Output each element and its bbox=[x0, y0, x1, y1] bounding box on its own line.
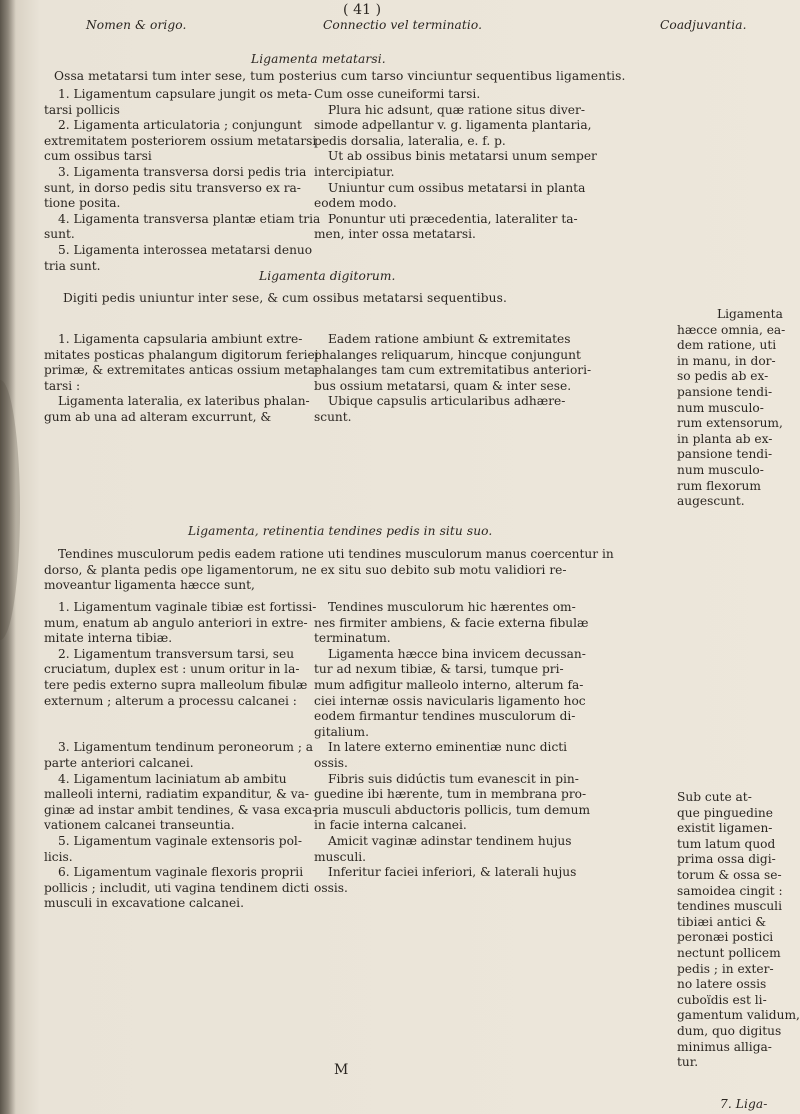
sec1-right-column bbox=[314, 87, 614, 243]
section-intro-digitorum: Digiti pedis uniuntur inter sese, & cum ossibus metatarsi sequentibus. bbox=[63, 291, 507, 305]
text-line: peronæi postici bbox=[677, 930, 774, 945]
sec2-margin-note bbox=[677, 307, 789, 510]
text-line: musculi. bbox=[314, 849, 367, 864]
text-line: existit ligamen- bbox=[677, 821, 773, 836]
sec1-left-column bbox=[44, 87, 321, 274]
text-line: hæcce omnia, ea- bbox=[677, 322, 786, 337]
text-line: sunt. bbox=[44, 227, 75, 242]
text-line: terminatum. bbox=[314, 631, 391, 646]
text-line: sunt, in dorso pedis situ transverso ex ra- bbox=[44, 180, 301, 195]
text-line: vationem calcanei transeuntia. bbox=[44, 818, 235, 833]
text-line: nectunt pollicem bbox=[677, 945, 781, 960]
text-line: 3. Ligamentum tendinum peroneorum ; a bbox=[58, 740, 314, 755]
text-line: pansione tendi- bbox=[677, 384, 773, 399]
text-line: intercipiatur. bbox=[314, 164, 395, 179]
section-title-metatarsi: Ligamenta metatarsi. bbox=[251, 52, 386, 66]
text-line: Inferitur faciei inferiori, & laterali hujus bbox=[328, 865, 577, 880]
text-line: pollicis ; includit, uti vagina tendinem dicti bbox=[44, 880, 310, 895]
text-line: Ligamenta lateralia, ex lateribus phalan- bbox=[58, 394, 310, 409]
catchword: 7. Liga- bbox=[720, 1097, 768, 1111]
text-line: dum, quo digitus bbox=[677, 1023, 782, 1038]
text-line: primæ, & extremitates anticas ossium meta- bbox=[44, 363, 320, 378]
text-line: bus ossium metatarsi, quam & inter sese. bbox=[314, 378, 572, 393]
text-line: ciei internæ ossis navicularis ligamento hoc bbox=[314, 693, 586, 708]
text-line: num musculo- bbox=[677, 400, 764, 415]
text-line: mitates posticas phalangum digitorum feriei bbox=[44, 347, 319, 362]
text-line: mitate interna tibiæ. bbox=[44, 631, 173, 646]
text-line: malleoli interni, radiatim expanditur, & va- bbox=[44, 787, 309, 802]
page-edge-shadow bbox=[0, 380, 20, 640]
header-nomen-origo: Nomen & origo. bbox=[86, 18, 187, 32]
text-line: guedine ibi hærente, tum in membrana pro- bbox=[314, 787, 587, 802]
text-line: musculi in excavatione calcanei. bbox=[44, 896, 244, 911]
text-line: minimus alliga- bbox=[677, 1039, 772, 1054]
text-line: tum latum quod bbox=[677, 836, 776, 851]
text-line: cuboïdis est li- bbox=[677, 992, 767, 1007]
text-line: pedis ; in exter- bbox=[677, 961, 774, 976]
text-line: Ligamenta bbox=[717, 307, 783, 321]
text-line: Uniuntur cum ossibus metatarsi in planta bbox=[328, 180, 586, 195]
text-line: gamentum validum, bbox=[677, 1008, 800, 1023]
text-line bbox=[44, 725, 314, 741]
text-line: pria musculi abductoris pollicis, tum demum bbox=[314, 802, 591, 817]
text-line: 1. Ligamenta capsularia ambiunt extre- bbox=[58, 332, 303, 346]
text-line: 2. Ligamentum transversum tarsi, seu bbox=[58, 646, 295, 661]
text-line: Ligamenta hæcce bina invicem decussan- bbox=[328, 646, 586, 661]
text-line: ossis. bbox=[314, 880, 348, 895]
text-line: 4. Ligamenta transversa plantæ etiam tria bbox=[58, 211, 321, 226]
text-line: num musculo- bbox=[677, 462, 764, 477]
section-intro-metatarsi: Ossa metatarsi tum inter sese, tum posterius cum tarso vinciuntur sequentibus ligamentis. bbox=[54, 69, 626, 83]
text-line: ossis. bbox=[314, 755, 348, 770]
text-line: tur ad nexum tibiæ, & tarsi, tumque pri- bbox=[314, 662, 564, 677]
text-line: nes firmiter ambiens, & facie externa fibulæ bbox=[314, 615, 589, 630]
text-line: prima ossa digi- bbox=[677, 852, 776, 867]
text-line: samoidea cingit : bbox=[677, 883, 783, 898]
text-line: mum, enatum ab angulo anteriori in extre- bbox=[44, 615, 308, 630]
text-line: no latere ossis bbox=[677, 977, 767, 992]
sec3-intro bbox=[44, 547, 674, 594]
text-line: gum ab una ad alteram excurrunt, & bbox=[44, 409, 272, 424]
sec2-right-column bbox=[314, 332, 614, 426]
text-line: men, inter ossa metatarsi. bbox=[314, 227, 476, 242]
text-line: in facie interna calcanei. bbox=[314, 818, 467, 833]
text-line: rum flexorum bbox=[677, 478, 761, 493]
header-connectio: Connectio vel terminatio. bbox=[323, 18, 483, 32]
sec2-left-column bbox=[44, 332, 320, 426]
text-line: Tendines musculorum pedis eadem ratione uti tendines musculorum manus coercentur in bbox=[58, 547, 614, 561]
text-line: tione posita. bbox=[44, 196, 121, 211]
text-line: ginæ ad instar ambit tendines, & vasa exca- bbox=[44, 802, 317, 817]
text-line: Ut ab ossibus binis metatarsi unum semper bbox=[328, 149, 597, 164]
text-line: Eadem ratione ambiunt & extremitates bbox=[328, 332, 571, 346]
text-line: que pinguedine bbox=[677, 805, 773, 820]
text-line: Plura hic adsunt, quæ ratione situs diver- bbox=[328, 102, 585, 117]
text-line: 1. Ligamentum vaginale tibiæ est fortissi- bbox=[58, 600, 317, 614]
sec3-margin-note bbox=[677, 790, 800, 1071]
text-line: 5. Ligamentum vaginale extensoris pol- bbox=[58, 833, 302, 848]
text-line: gitalium. bbox=[314, 724, 369, 739]
text-line: tendines musculi bbox=[677, 899, 782, 914]
text-line: tere pedis externo supra malleolum fibulæ bbox=[44, 677, 308, 692]
text-line: mum adfigitur malleolo interno, alterum fa- bbox=[314, 677, 584, 692]
text-line: Amicit vaginæ adinstar tendinem hujus bbox=[328, 833, 572, 848]
text-line: 4. Ligamentum laciniatum ab ambitu bbox=[58, 771, 287, 786]
text-line: extremitatem posteriorem ossium metatarsi bbox=[44, 133, 317, 148]
text-line: Tendines musculorum hic hærentes om- bbox=[328, 600, 576, 614]
text-line: so pedis ab ex- bbox=[677, 369, 769, 384]
sec3-right-column bbox=[314, 600, 614, 896]
text-line: Fibris suis didúctis tum evanescit in pin- bbox=[328, 771, 579, 786]
text-line: phalanges tam cum extremitatibus anteriori- bbox=[314, 363, 592, 378]
text-line: tarsi : bbox=[44, 378, 81, 393]
text-line: 3. Ligamenta transversa dorsi pedis tria bbox=[58, 164, 307, 179]
text-line: moveantur ligamenta hæcce sunt, bbox=[44, 578, 255, 593]
text-line: eodem firmantur tendines musculorum di- bbox=[314, 709, 576, 724]
section-title-digitorum: Ligamenta digitorum. bbox=[259, 269, 396, 283]
text-line: scunt. bbox=[314, 409, 352, 424]
text-line: Ubique capsulis articularibus adhære- bbox=[328, 394, 566, 409]
text-line: parte anteriori calcanei. bbox=[44, 755, 194, 770]
text-line: licis. bbox=[44, 849, 73, 864]
text-line: 6. Ligamentum vaginale flexoris proprii bbox=[58, 865, 304, 880]
text-line: tibiæi antici & bbox=[677, 914, 767, 929]
text-line: cum ossibus tarsi bbox=[44, 149, 152, 164]
header-coadjuvantia: Coadjuvantia. bbox=[660, 18, 747, 32]
text-line: Ponuntur uti præcedentia, lateraliter ta- bbox=[328, 211, 578, 226]
text-line: externum ; alterum a processu calcanei : bbox=[44, 693, 297, 708]
text-line: dorso, & planta pedis ope ligamentorum, ne ex situ suo debito sub motu validiori re- bbox=[44, 562, 567, 577]
text-line: dem ratione, uti bbox=[677, 338, 777, 353]
text-line: eodem modo. bbox=[314, 196, 397, 211]
text-line: simode adpellantur v. g. ligamenta plantaria, bbox=[314, 118, 592, 133]
sec3-left-column bbox=[44, 600, 317, 912]
text-line: Cum osse cuneiformi tarsi. bbox=[314, 87, 481, 101]
text-line: rum extensorum, bbox=[677, 416, 783, 431]
text-line: cruciatum, duplex est : unum oritur in la- bbox=[44, 662, 300, 677]
text-line: Sub cute at- bbox=[677, 790, 752, 804]
text-line: phalanges reliquarum, hincque conjungunt bbox=[314, 347, 581, 362]
page-number: ( 41 ) bbox=[343, 2, 382, 18]
text-line: 5. Ligamenta interossea metatarsi denuo bbox=[58, 242, 313, 257]
text-line: tarsi pollicis bbox=[44, 102, 120, 117]
text-line: 2. Ligamenta articulatoria ; conjungunt bbox=[58, 118, 302, 133]
text-line: pansione tendi- bbox=[677, 447, 773, 462]
text-line: augescunt. bbox=[677, 494, 745, 509]
text-line: tur. bbox=[677, 1055, 699, 1070]
text-line: pedis dorsalia, lateralia, e. f. p. bbox=[314, 133, 506, 148]
text-line: in manu, in dor- bbox=[677, 353, 776, 368]
text-line: tria sunt. bbox=[44, 258, 101, 273]
text-line: torum & ossa se- bbox=[677, 867, 782, 882]
text-line: In latere externo eminentiæ nunc dicti bbox=[328, 740, 568, 755]
text-line bbox=[44, 709, 314, 725]
text-line: in planta ab ex- bbox=[677, 431, 773, 446]
section-title-retinentia: Ligamenta, retinentia tendines pedis in situ suo. bbox=[188, 524, 493, 538]
signature-mark: M bbox=[334, 1062, 349, 1078]
text-line: 1. Ligamentum capsulare jungit os meta- bbox=[58, 87, 312, 101]
